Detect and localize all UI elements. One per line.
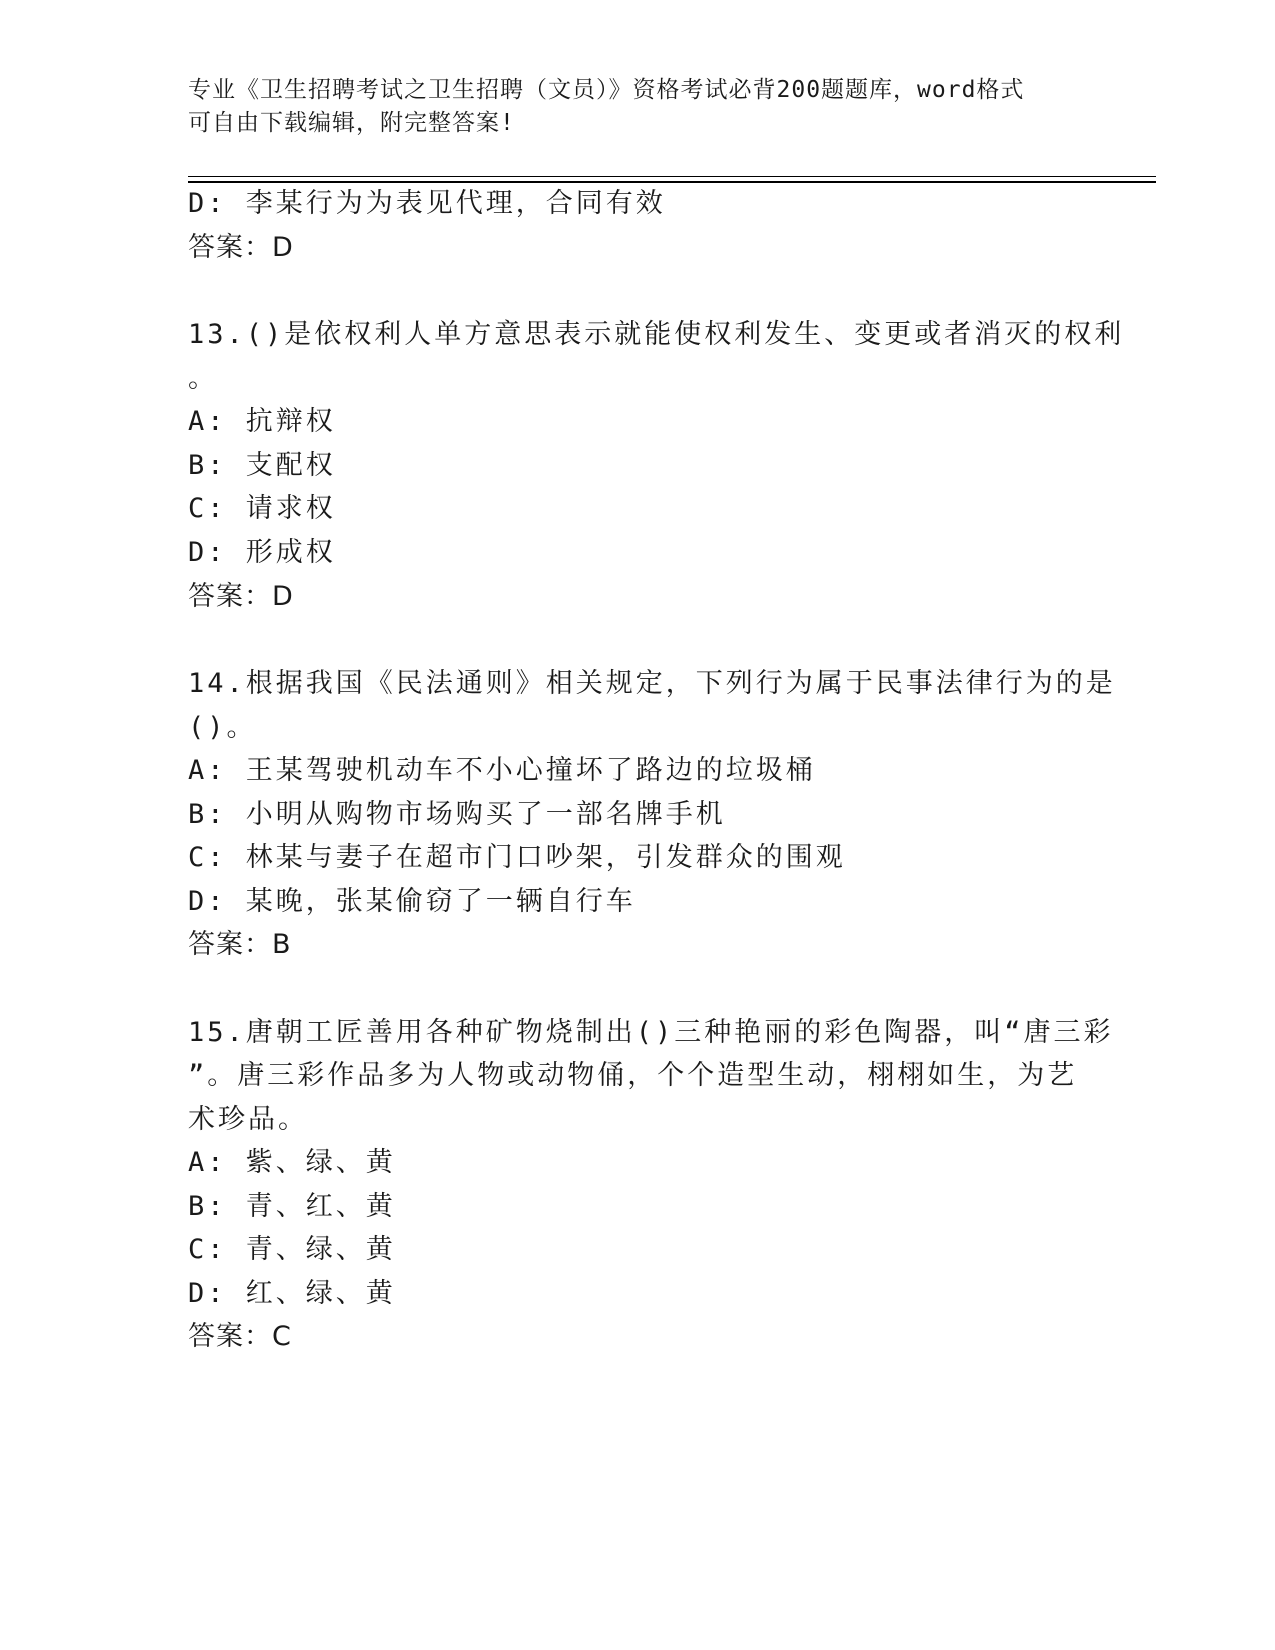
q13-text-line-2: 。	[188, 363, 218, 394]
header-divider-thick	[188, 181, 1156, 183]
header-line-2: 可自由下载编辑，附完整答案!	[188, 110, 515, 136]
document-header	[188, 74, 1068, 140]
q13-option-a: A: 抗辩权	[188, 406, 336, 437]
prev-option-d: D: 李某行为为表见代理，合同有效	[188, 188, 666, 219]
q15-answer: 答案：C	[188, 1321, 292, 1352]
q14-option-b: B: 小明从购物市场购买了一部名牌手机	[188, 799, 726, 830]
q13-answer: 答案：D	[188, 581, 294, 612]
q15-text-line-3: 术珍品。	[188, 1104, 308, 1135]
q15-option-a: A: 紫、绿、黄	[188, 1147, 396, 1178]
q13-text-line-1: 13.()是依权利人单方意思表示就能使权利发生、变更或者消灭的权利	[188, 319, 1125, 350]
header-divider-thin	[188, 176, 1156, 177]
q15-text-line-1: 15.唐朝工匠善用各种矿物烧制出()三种艳丽的彩色陶器，叫“唐三彩	[188, 1017, 1114, 1048]
q13-option-b: B: 支配权	[188, 450, 336, 481]
q14-option-a: A: 王某驾驶机动车不小心撞坏了路边的垃圾桶	[188, 755, 816, 786]
q14-text-line-1: 14.根据我国《民法通则》相关规定，下列行为属于民事法律行为的是	[188, 668, 1116, 699]
q14-text-line-2: ()。	[188, 712, 257, 743]
q15-option-b: B: 青、红、黄	[188, 1191, 396, 1222]
q13-option-d: D: 形成权	[188, 537, 336, 568]
q14-option-c: C: 林某与妻子在超市门口吵架，引发群众的围观	[188, 842, 846, 873]
q15-option-c: C: 青、绿、黄	[188, 1234, 396, 1265]
q15-option-d: D: 红、绿、黄	[188, 1278, 396, 1309]
prev-answer: 答案：D	[188, 232, 294, 263]
q15-text-line-2: ”。唐三彩作品多为人物或动物俑，个个造型生动，栩栩如生，为艺	[188, 1060, 1078, 1091]
header-line-1: 专业《卫生招聘考试之卫生招聘（文员）》资格考试必背200题题库，word格式	[188, 77, 1025, 103]
q14-option-d: D: 某晚，张某偷窃了一辆自行车	[188, 886, 636, 917]
q14-answer: 答案：B	[188, 929, 292, 960]
q13-option-c: C: 请求权	[188, 493, 336, 524]
